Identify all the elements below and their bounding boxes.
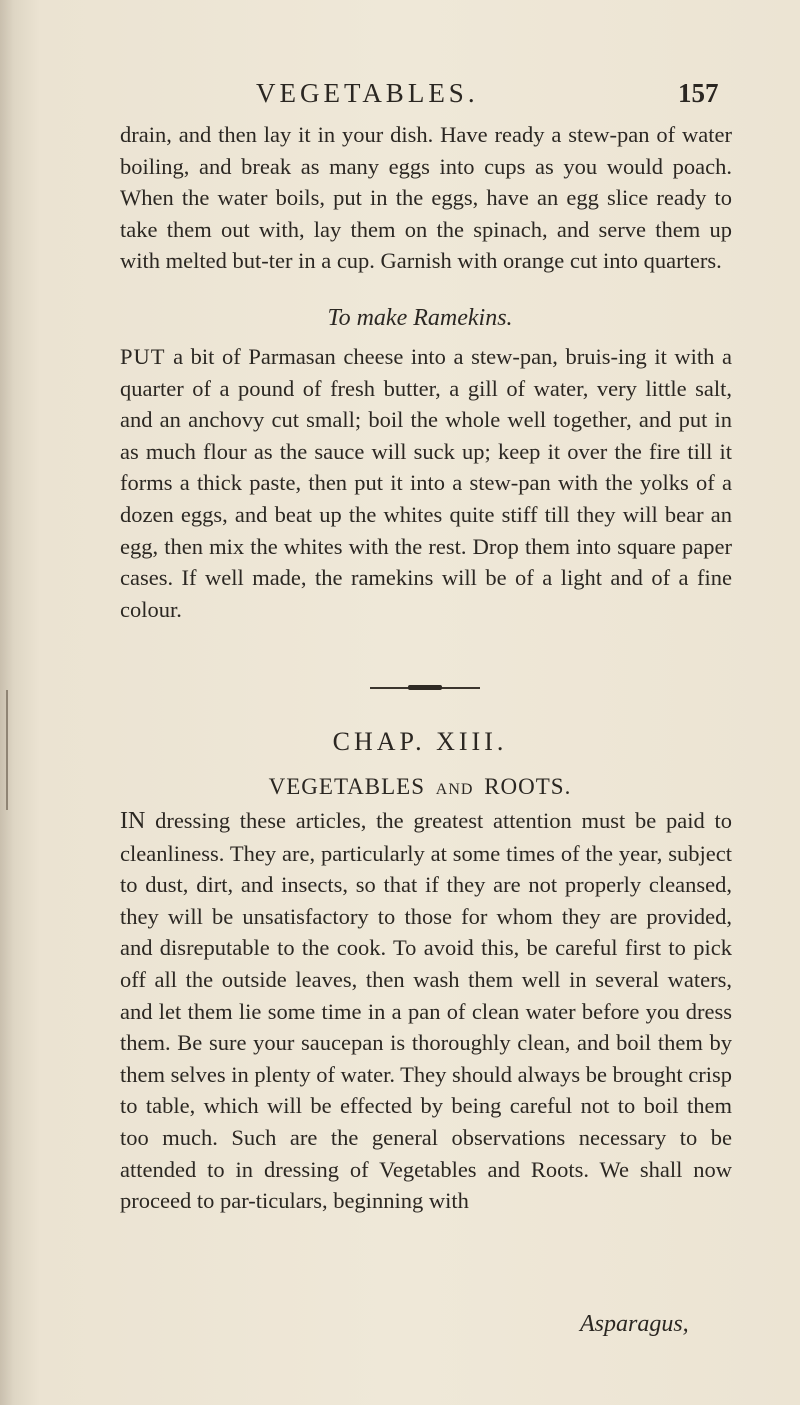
paragraph-body: a bit of Parmasan cheese into a stew-pan, bruis-ing it with a quarter of a pound of fresh butter, a gill of water, very little salt, and an anchovy cut small; boil the whole well together, and put in as much flour as the sauce will suck up; keep it over the fire till it forms a thick paste, then put it into a stew-pan with the yolks of a dozen eggs, and beat up the whites quite stiff till they will bear an egg, then mix the whites with the rest. Drop them into square paper cases. If well made, the ramekins will be of a light and of a fine colour. [120,344,732,622]
chapter-subtitle-and: AND [435,781,474,798]
running-title: VEGETABLES. [256,78,479,108]
paragraph-text: drain, and then lay it in your dish. Have ready a stew-pan of water boiling, and break as many eggs into cups as you would poach. When the water boils, put in the eggs, have an egg slice ready to take them out with, lay them on the spinach, and serve them up with melted but-ter in a cup. Garnish with orange cut into quarters. [120,122,732,274]
paragraph-spinach-continuation [120,119,732,277]
paragraph-lead-word: PUT [120,344,166,369]
page-number: 157 [678,78,719,108]
chapter-subtitle-part-1: VEGETABLES [268,774,426,799]
section-divider-ornament [408,685,442,690]
chapter-heading: CHAP. XIII. [332,727,508,756]
running-head [0,74,800,114]
paragraph-text [120,805,732,1217]
paragraph-vegetables-intro [120,805,732,1217]
paragraph-ramekins [120,341,732,625]
chapter-subtitle-part-2: ROOTS. [484,774,572,799]
paragraph-lead-word: IN [120,808,146,834]
paragraph-text [120,341,732,625]
recipe-title-ramekins: To make Ramekins. [327,305,513,331]
catchword: Asparagus, [580,1311,689,1337]
paragraph-body: dressing these articles, the greatest attention must be paid to cleanliness. They are, particularly at some times of the year, subject to dust, dirt, and insects, so that if they are not properly cleansed, they will be unsatisfactory to those for whom they are provided, and disreputable to the cook. To avoid this, be careful first to pick off all the outside leaves, then wash them well in several waters, and let them lie some time in a pan of clean water before you dress them. Be sure your saucepan is thoroughly clean, and boil them by them selves in plenty of water. They should always be brought crisp to table, which will be effected by being careful not to boil them too much. Such are the general observations necessary to be attended to in dressing of Vegetables and Roots. We shall now proceed to par-ticulars, beginning with [120,808,732,1214]
chapter-subtitle [0,774,800,800]
